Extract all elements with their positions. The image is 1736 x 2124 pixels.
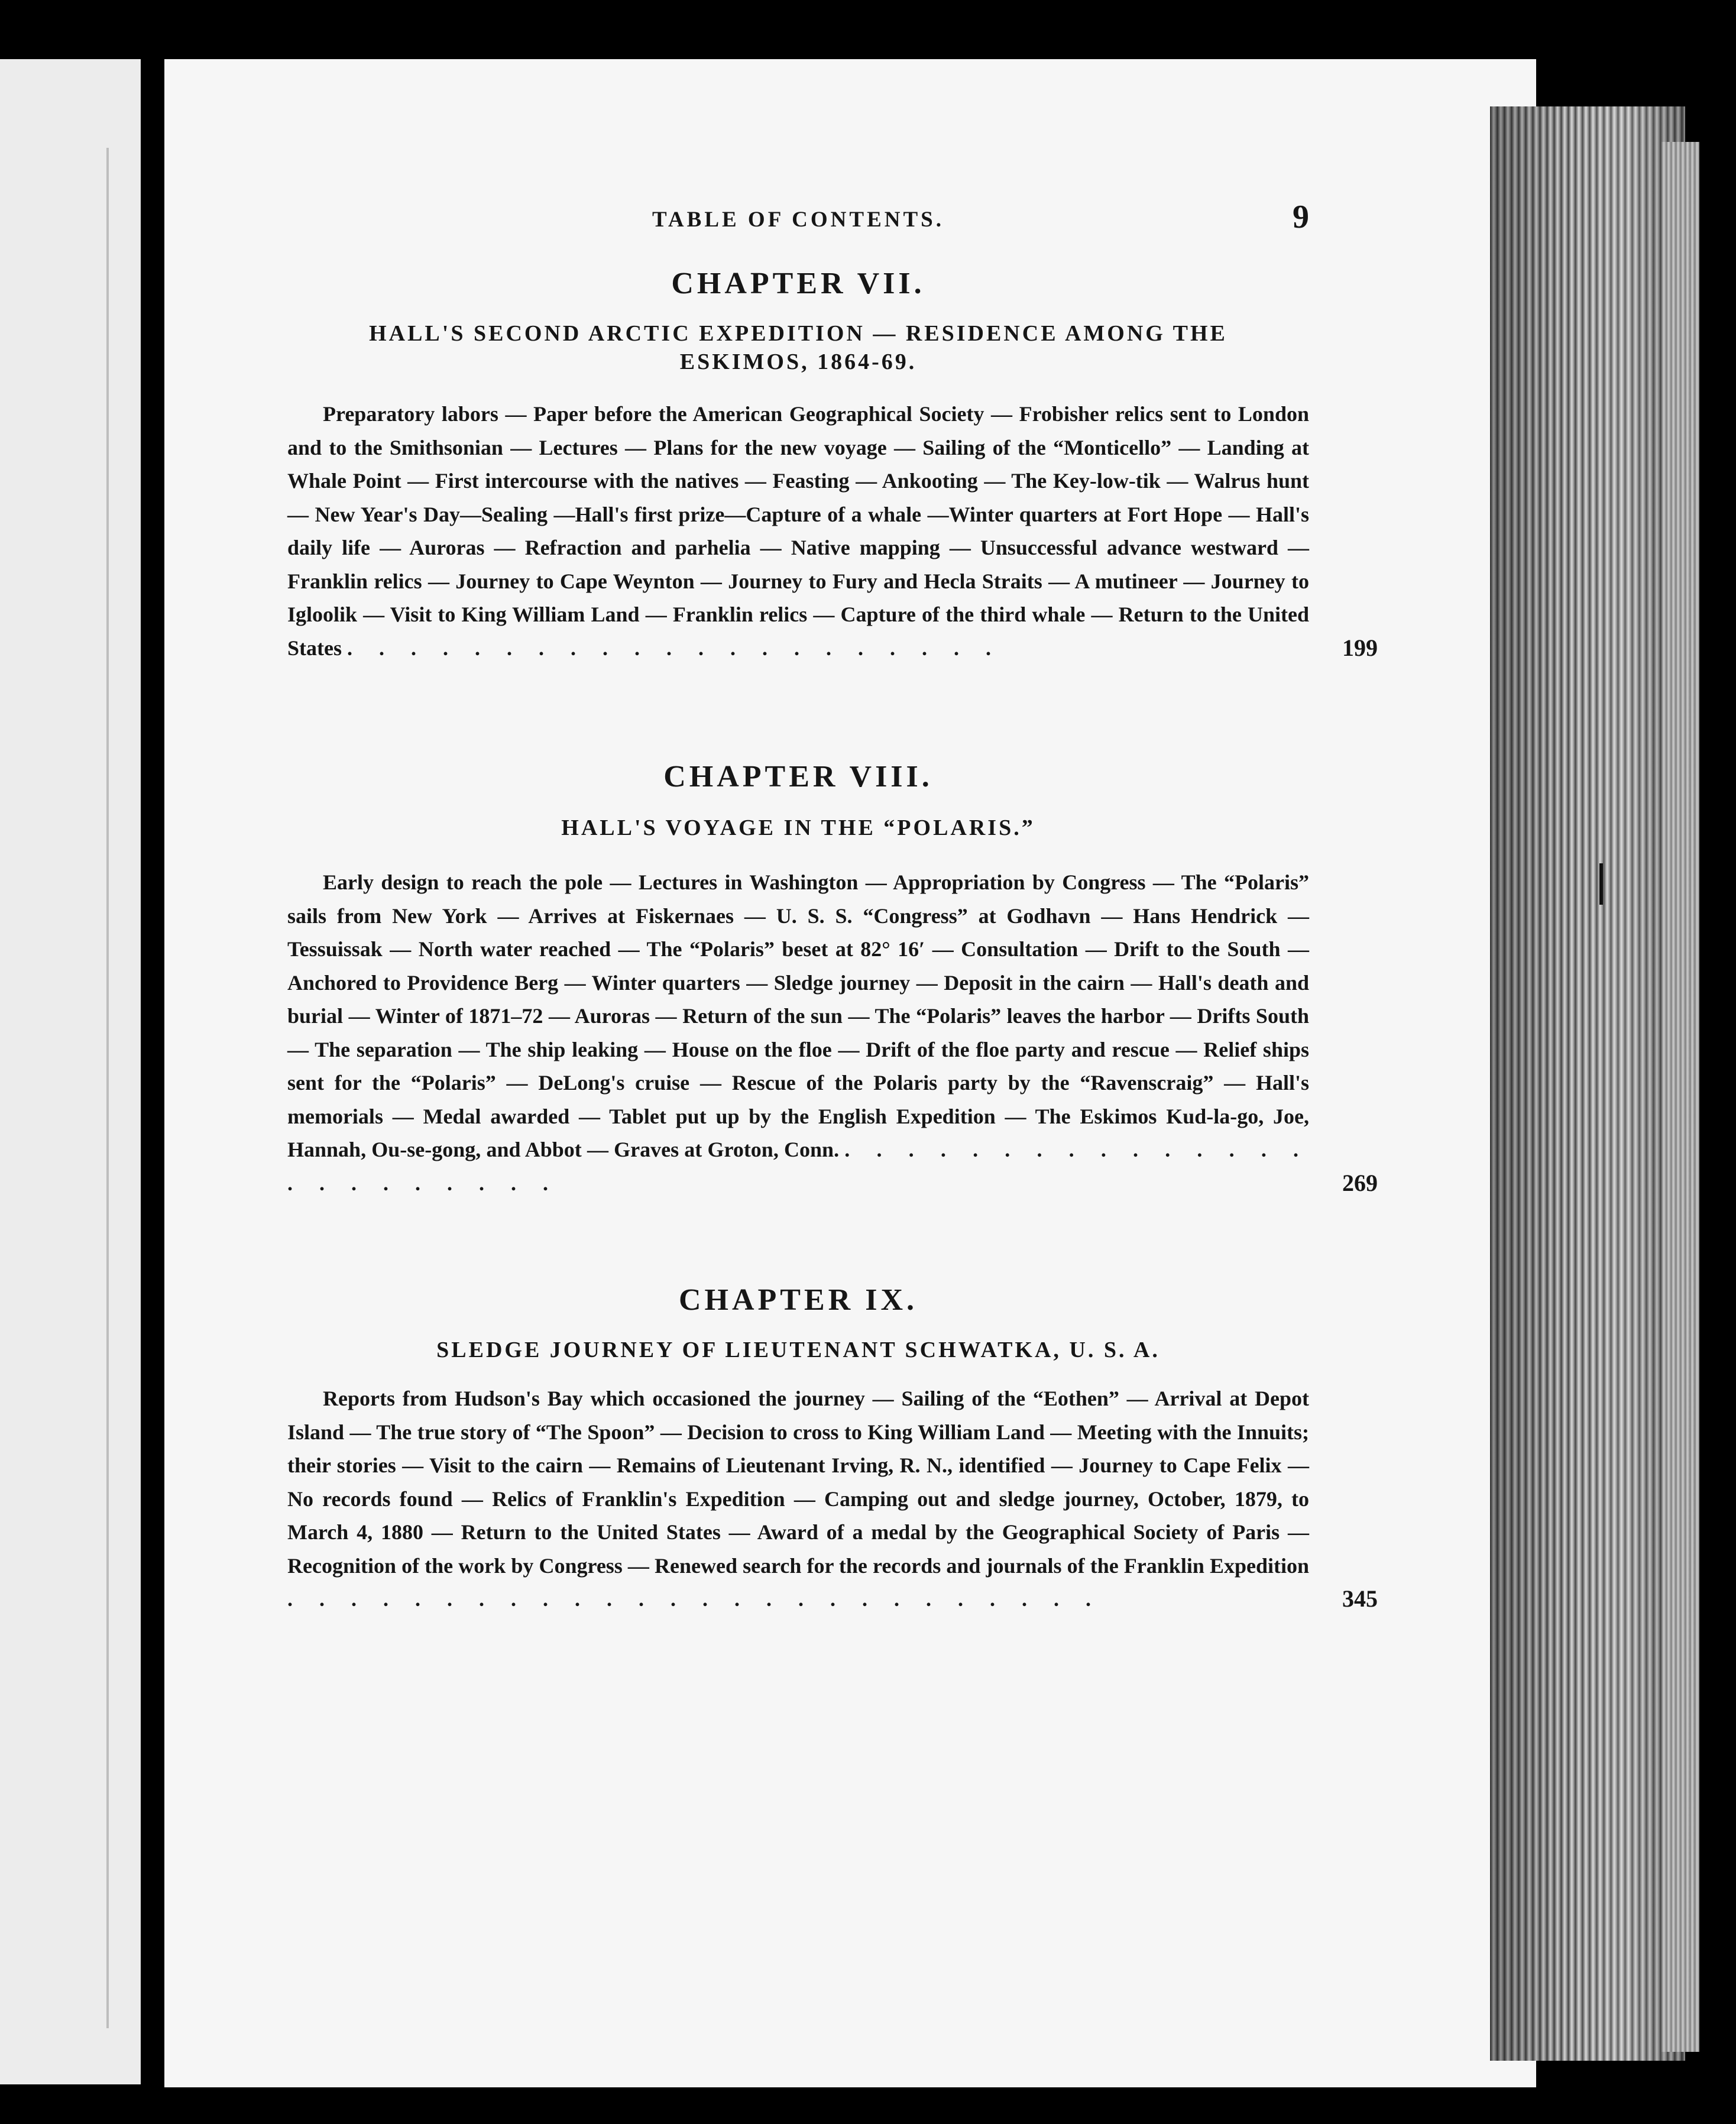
leader-dots: . . . . . . . . . . . . . . . . . . . . . [347,636,1002,660]
leader-dots: . . . . . . . . . . . . . . . . . . . . . . . . [287,1138,1310,1195]
chapter-7 [287,266,1378,665]
chapter-heading: CHAPTER VIII. [663,760,933,794]
chapter-9 [287,1283,1378,1616]
facing-page-edge [106,148,109,2028]
chapter-subtitle: SLEDGE JOURNEY OF LIEUTENANT SCHWATKA, U. S. A. [436,1338,1160,1362]
chapter-synopsis [287,397,1378,665]
synopsis-text: Preparatory labors — Paper before the American Geographical Society — Frobisher relics sent to London and to the Smithsonian — Lectures — Plans for the new voyage — Sailing of the “Monticello” — Landing at Whale Point — First intercourse with the natives — Feasting — Ankooting — The Key-low-tik — Walrus hunt — New Year's Day—Sealing —Hall's first prize—Capture of a whale —Winter quarters at Fort Hope — Hall's daily life — Auroras — Refraction and parhelia — Native mapping — Unsuccessful advance westward — Franklin relics — Journey to Cape Weynton — Journey to Fury and Hecla Straits — A mutineer — Journey to Igloolik — Visit to King William Land — Franklin relics — Capture of the third whale — Return to the United States [287,402,1309,660]
synopsis-text: Early design to reach the pole — Lectures in Washington — Appropriation by Congress — The “Polaris” sails from New York — Arrives at Fiskernaes — U. S. S. “Congress” at Godhavn — Hans Hendrick — Tessuissak — North water reached — The “Polaris” beset at 82° 16′ — Consultation — Drift to the South — Anchored to Providence Berg — Winter quarters — Sledge journey — Deposit in the cairn — Hall's death and burial — Winter of 1871–72 — Auroras — Return of the sun — The “Polaris” leaves the harbor — Drifts South — The separation — The ship leaking — House on the floe — Drift of the floe party and rescue — Relief ships sent for the “Polaris” — DeLong's cruise — Rescue of the Polaris party by the “Ravenscraig” — Hall's memorials — Medal awarded — Tablet put up by the English Expedition — The Eskimos Kud-la-go, Joe, Hannah, Ou-se-gong, and Abbot — Graves at Groton, Conn. [287,870,1309,1161]
synopsis-text: Reports from Hudson's Bay which occasioned the journey — Sailing of the “Eothen” — Arrival at Depot Island — The true story of “The Spoon” — Decision to cross to King William Land — Meeting with the Innuits; their stories — Visit to the cairn — Remains of Lieutenant Irving, R. N., identified — Journey to Cape Felix — No records found — Relics of Franklin's Expedition — Camping out and sledge journey, October, 1879, to March 4, 1880 — Return to the United States — Award of a medal by the Geographical Society of Paris — Recognition of the work by Congress — Renewed search for the records and journals of the Franklin Expedition [287,1387,1309,1578]
chapter-subtitle: HALL'S VOYAGE IN THE “POLARIS.” [561,815,1035,840]
chapter-heading: CHAPTER IX. [678,1283,918,1317]
chapter-subtitle: HALL'S SECOND ARCTIC EXPEDITION — RESIDENCE AMONG THE [369,321,1227,346]
chapter-synopsis [287,866,1378,1200]
page-edges-shadow [1490,106,1685,2061]
leader-dots: . . . . . . . . . . . . . . . . . . . . . . . . . . [287,1587,1102,1611]
edge-mark [1599,863,1603,905]
page-content [287,195,1378,1616]
chapter-synopsis [287,1382,1378,1616]
chapter-subtitle-line-2: ESKIMOS, 1864-69. [679,349,917,374]
running-title: TABLE OF CONTENTS. [652,208,944,232]
chapter-page-ref[interactable]: 345 [1342,1585,1378,1612]
running-head [287,195,1309,242]
chapter-page-ref[interactable]: 269 [1342,1169,1378,1196]
chapter-8 [287,759,1378,1200]
facing-page [0,59,141,2084]
page-number: 9 [1293,199,1309,235]
chapter-heading: CHAPTER VII. [671,267,925,300]
book-cover-edge [1661,142,1699,2052]
chapter-page-ref[interactable]: 199 [1342,634,1378,661]
